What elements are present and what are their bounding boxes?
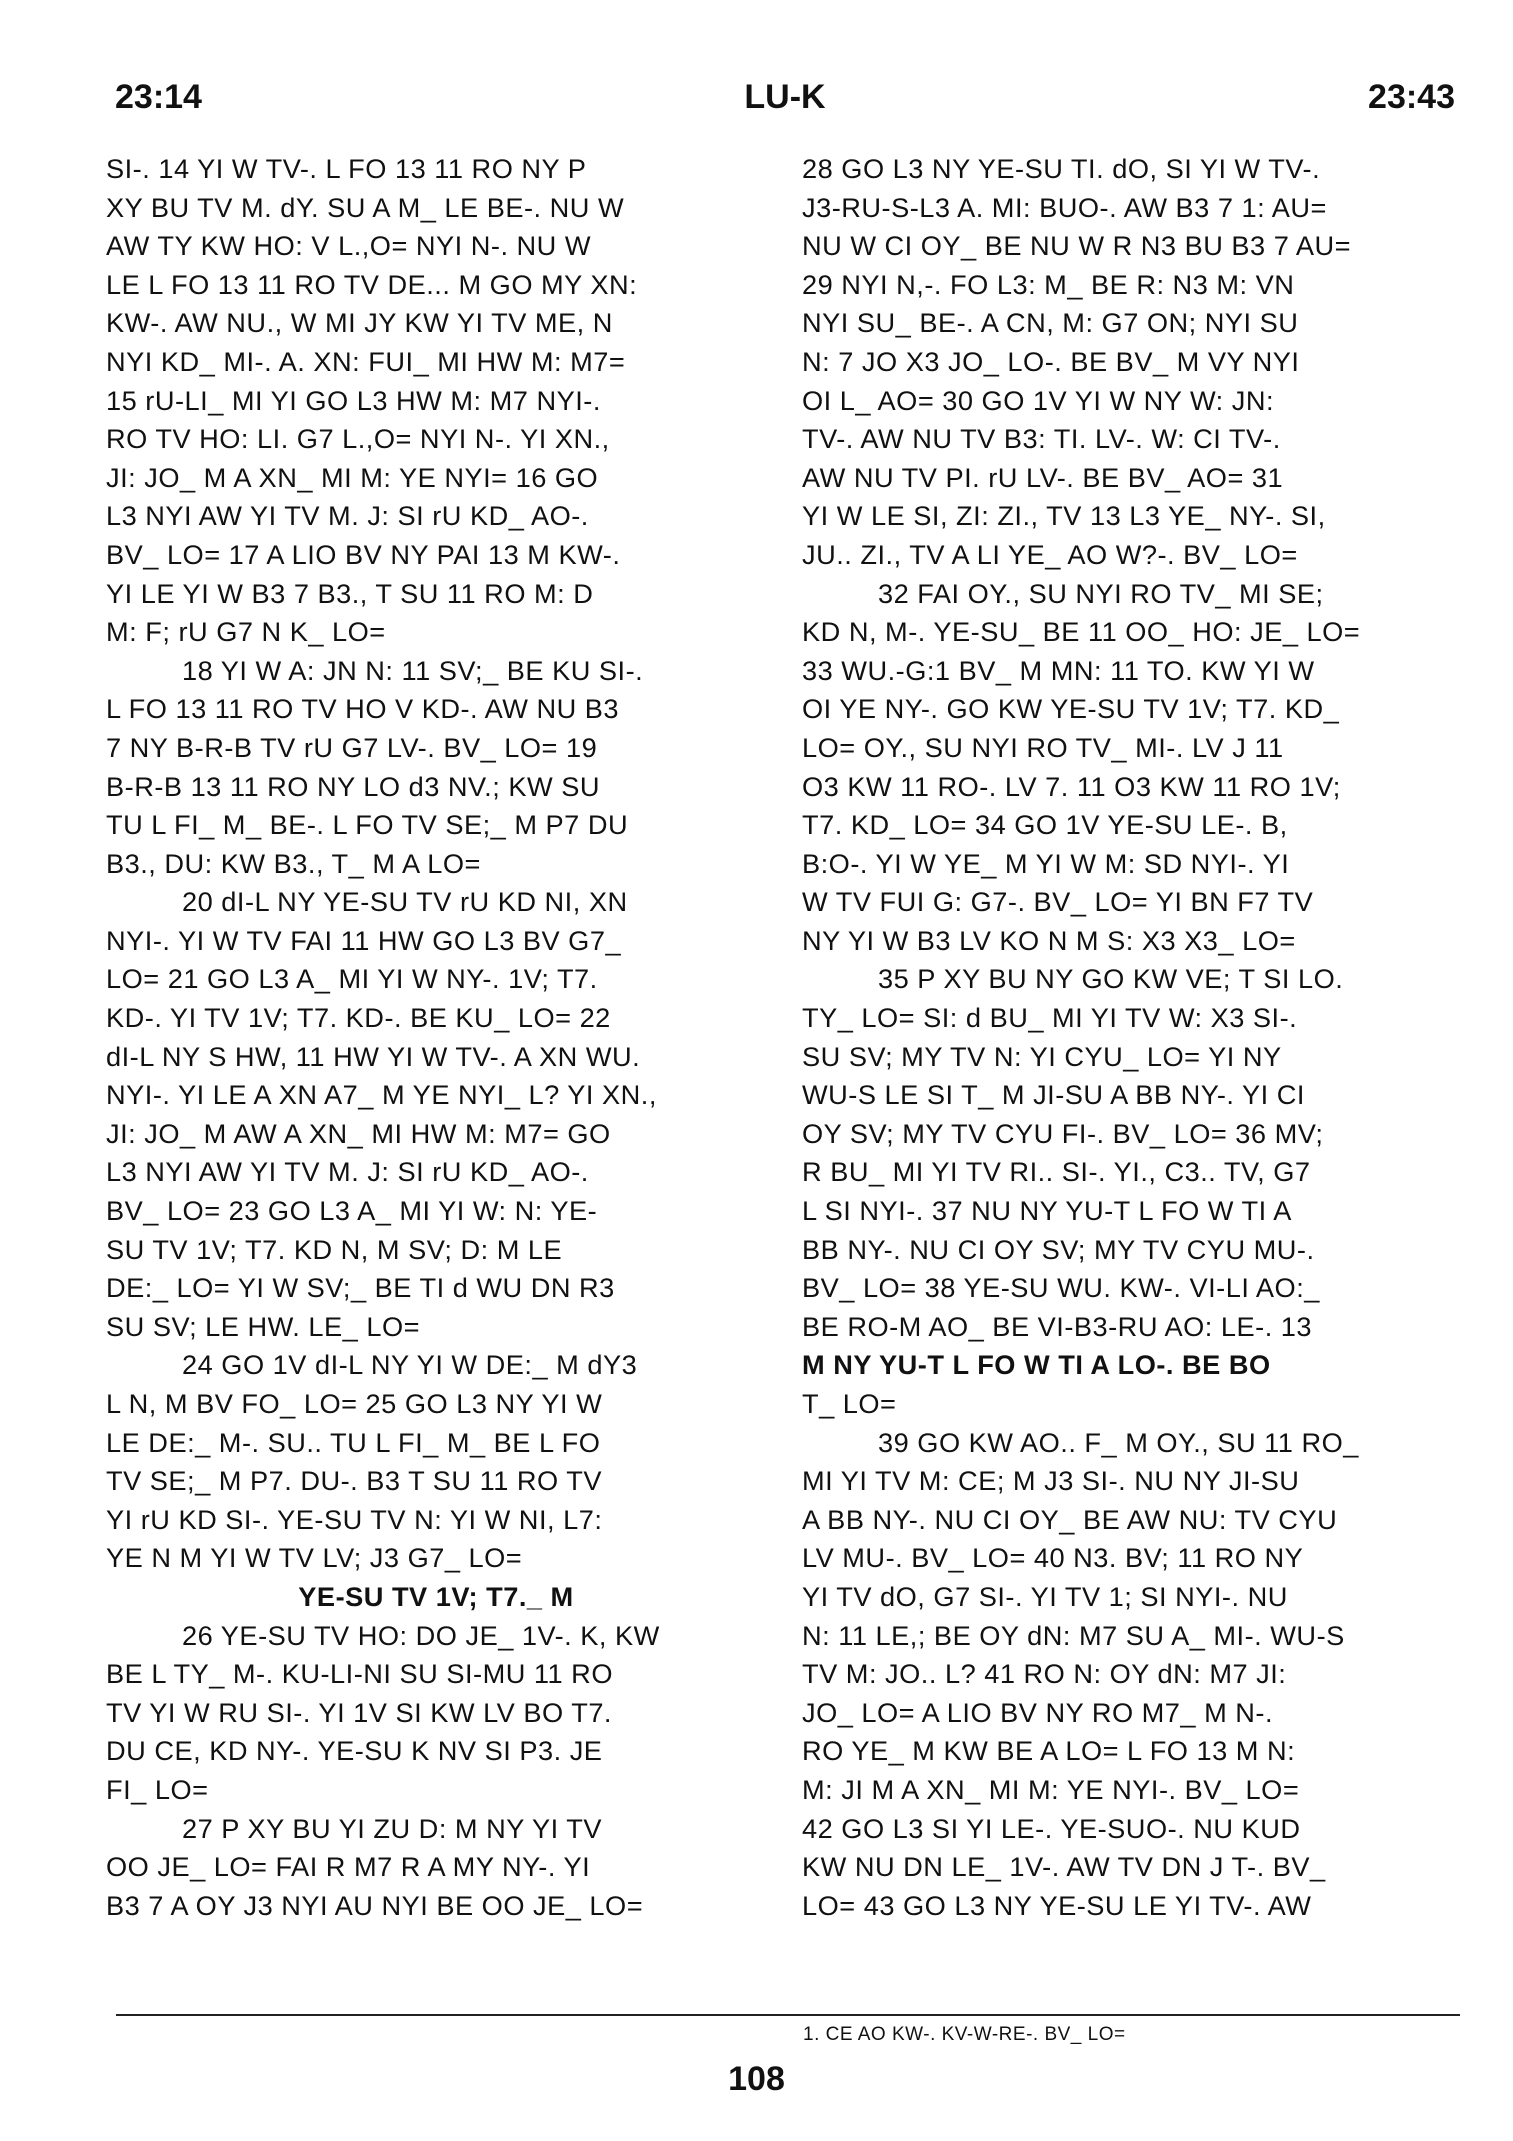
text-line: NYI-. YI W TV FAI 11 HW GO L3 BV G7_ bbox=[106, 924, 622, 956]
text-line: RO YE_ M KW BE A LO= L FO 13 M N: bbox=[802, 1735, 1296, 1767]
text-line: KW NU DN LE_ 1V-. AW TV DN J T-. BV_ bbox=[802, 1851, 1326, 1883]
text-line: 18 YI W A: JN N: 11 SV;_ BE KU SI-. bbox=[182, 654, 644, 686]
text-line: NYI KD_ MI-. A. XN: FUI_ MI HW M: M7= bbox=[106, 345, 626, 377]
text-line: 20 dI-L NY YE-SU TV rU KD NI, XN bbox=[182, 886, 628, 918]
text-line: 39 GO KW AO.. F_ M OY., SU 11 RO_ bbox=[878, 1426, 1359, 1458]
text-line: DU CE, KD NY-. YE-SU K NV SI P3. JE bbox=[106, 1735, 603, 1767]
text-line: N: 7 JO X3 JO_ LO-. BE BV_ M VY NYI bbox=[802, 345, 1300, 377]
text-line: YI LE YI W B3 7 B3., T SU 11 RO M: D bbox=[106, 577, 594, 609]
text-line: YI rU KD SI-. YE-SU TV N: YI W NI, L7: bbox=[106, 1503, 603, 1535]
text-line: NY YI W B3 LV KO N M S: X3 X3_ LO= bbox=[802, 924, 1296, 956]
text-line: JU.. ZI., TV A LI YE_ AO W?-. BV_ LO= bbox=[802, 538, 1298, 570]
text-line: W TV FUI G: G7-. BV_ LO= YI BN F7 TV bbox=[802, 886, 1314, 918]
text-line: BV_ LO= 17 A LIO BV NY PAI 13 M KW-. bbox=[106, 538, 621, 570]
text-line: KD-. YI TV 1V; T7. KD-. BE KU_ LO= 22 bbox=[106, 1002, 611, 1034]
footnote: 1. CE AO KW-. KV-W-RE-. BV_ LO= bbox=[803, 2024, 1126, 2045]
text-line: L SI NYI-. 37 NU NY YU-T L FO W TI A bbox=[802, 1195, 1292, 1227]
text-line: N: 11 LE,; BE OY dN: M7 SU A_ MI-. WU-S bbox=[802, 1619, 1345, 1651]
text-line: SU SV; LE HW. LE_ LO= bbox=[106, 1310, 420, 1342]
text-line: T7. KD_ LO= 34 GO 1V YE-SU LE-. B, bbox=[802, 809, 1288, 841]
text-line: LO= 21 GO L3 A_ MI YI W NY-. 1V; T7. bbox=[106, 963, 598, 995]
text-line: L3 NYI AW YI TV M. J: SI rU KD_ AO-. bbox=[106, 1156, 589, 1188]
text-line: XY BU TV M. dY. SU A M_ LE BE-. NU W bbox=[106, 191, 625, 223]
text-line: M NY YU-T L FO W TI A LO-. BE BO bbox=[802, 1349, 1271, 1381]
text-line: NU W CI OY_ BE NU W R N3 BU B3 7 AU= bbox=[802, 230, 1352, 262]
text-line: JI: JO_ M AW A XN_ MI HW M: M7= GO bbox=[106, 1117, 611, 1149]
text-line: B3., DU: KW B3., T_ M A LO= bbox=[106, 847, 481, 879]
text-line: 35 P XY BU NY GO KW VE; T SI LO. bbox=[878, 963, 1344, 995]
text-line: BE RO-M AO_ BE VI-B3-RU AO: LE-. 13 bbox=[802, 1310, 1313, 1342]
text-line: M: JI M A XN_ MI M: YE NYI-. BV_ LO= bbox=[802, 1773, 1300, 1805]
text-line: NYI-. YI LE A XN A7_ M YE NYI_ L? YI XN., bbox=[106, 1079, 657, 1111]
text-line: BB NY-. NU CI OY SV; MY TV CYU MU-. bbox=[802, 1233, 1315, 1265]
text-line: L3 NYI AW YI TV M. J: SI rU KD_ AO-. bbox=[106, 500, 589, 532]
text-line: B3 7 A OY J3 NYI AU NYI BE OO JE_ LO= bbox=[106, 1889, 644, 1921]
text-line: FI_ LO= bbox=[106, 1773, 209, 1805]
header-book-title: LU-K bbox=[744, 78, 826, 116]
text-line: KD N, M-. YE-SU_ BE 11 OO_ HO: JE_ LO= bbox=[802, 616, 1361, 648]
text-line: T_ LO= bbox=[802, 1388, 897, 1419]
text-line: OI YE NY-. GO KW YE-SU TV 1V; T7. KD_ bbox=[802, 693, 1340, 725]
text-line: OI L_ AO= 30 GO 1V YI W NY W: JN: bbox=[802, 384, 1275, 416]
text-line: LO= OY., SU NYI RO TV_ MI-. LV J 11 bbox=[802, 731, 1284, 763]
text-line: SI-. 14 YI W TV-. L FO 13 11 RO NY P bbox=[106, 153, 587, 184]
text-line: MI YI TV M: CE; M J3 SI-. NU NY JI-SU bbox=[802, 1465, 1300, 1497]
text-line: M: F; rU G7 N K_ LO= bbox=[106, 616, 386, 648]
text-line: 32 FAI OY., SU NYI RO TV_ MI SE; bbox=[878, 577, 1324, 609]
text-line: TU L FI_ M_ BE-. L FO TV SE;_ M P7 DU bbox=[106, 809, 629, 841]
right-column bbox=[802, 150, 1462, 1925]
text-line: TV-. AW NU TV B3: TI. LV-. W: CI TV-. bbox=[802, 423, 1281, 455]
text-line: 24 GO 1V dI-L NY YI W DE:_ M dY3 bbox=[182, 1349, 638, 1381]
text-line: R BU_ MI YI TV RI.. SI-. YI., C3.. TV, G7 bbox=[802, 1156, 1311, 1188]
text-line: LV MU-. BV_ LO= 40 N3. BV; 11 RO NY bbox=[802, 1542, 1304, 1574]
text-line: LE L FO 13 11 RO TV DE... M GO MY XN: bbox=[106, 268, 638, 300]
text-line: LO= 43 GO L3 NY YE-SU LE YI TV-. AW bbox=[802, 1889, 1312, 1921]
text-line: L FO 13 11 RO TV HO V KD-. AW NU B3 bbox=[106, 693, 620, 725]
text-line: DE:_ LO= YI W SV;_ BE TI d WU DN R3 bbox=[106, 1272, 615, 1304]
text-line: 33 WU.-G:1 BV_ M MN: 11 TO. KW YI W bbox=[802, 654, 1315, 686]
left-column bbox=[106, 150, 766, 1925]
text-line: BE L TY_ M-. KU-LI-NI SU SI-MU 11 RO bbox=[106, 1658, 613, 1690]
header-verse-start: 23:14 bbox=[115, 78, 202, 116]
header-verse-end: 23:43 bbox=[1368, 78, 1455, 116]
text-line: RO TV HO: LI. G7 L.,O= NYI N-. YI XN., bbox=[106, 423, 610, 455]
text-line: BV_ LO= 38 YE-SU WU. KW-. VI-LI AO:_ bbox=[802, 1272, 1320, 1304]
text-line: 42 GO L3 SI YI LE-. YE-SUO-. NU KUD bbox=[802, 1812, 1301, 1844]
text-line: JI: JO_ M A XN_ MI M: YE NYI= 16 GO bbox=[106, 461, 599, 493]
text-line: B:O-. YI W YE_ M YI W M: SD NYI-. YI bbox=[802, 847, 1290, 879]
section-heading: YE-SU TV 1V; T7._ M bbox=[298, 1580, 574, 1612]
text-line: TV SE;_ M P7. DU-. B3 T SU 11 RO TV bbox=[106, 1465, 602, 1497]
text-line: B-R-B 13 11 RO NY LO d3 NV.; KW SU bbox=[106, 770, 600, 802]
text-line: OY SV; MY TV CYU FI-. BV_ LO= 36 MV; bbox=[802, 1117, 1324, 1149]
text-line: YI TV dO, G7 SI-. YI TV 1; SI NYI-. NU bbox=[802, 1580, 1288, 1612]
text-line: TY_ LO= SI: d BU_ MI YI TV W: X3 SI-. bbox=[802, 1002, 1298, 1034]
footnote-divider bbox=[116, 2014, 1460, 2016]
page-number: 108 bbox=[728, 2060, 785, 2098]
text-line: 29 NYI N,-. FO L3: M_ BE R: N3 M: VN bbox=[802, 268, 1295, 300]
text-line: TV M: JO.. L? 41 RO N: OY dN: M7 JI: bbox=[802, 1658, 1287, 1690]
text-line: BV_ LO= 23 GO L3 A_ MI YI W: N: YE- bbox=[106, 1195, 598, 1227]
text-line: WU-S LE SI T_ M JI-SU A BB NY-. YI CI bbox=[802, 1079, 1305, 1111]
text-line: 27 P XY BU YI ZU D: M NY YI TV bbox=[182, 1812, 602, 1844]
text-line: TV YI W RU SI-. YI 1V SI KW LV BO T7. bbox=[106, 1696, 612, 1728]
text-line: 28 GO L3 NY YE-SU TI. dO, SI YI W TV-. bbox=[802, 153, 1321, 184]
text-line: KW-. AW NU., W MI JY KW YI TV ME, N bbox=[106, 307, 613, 339]
text-line: YE N M YI W TV LV; J3 G7_ LO= bbox=[106, 1542, 523, 1574]
text-line: AW NU TV PI. rU LV-. BE BV_ AO= 31 bbox=[802, 461, 1284, 493]
text-line: SU SV; MY TV N: YI CYU_ LO= YI NY bbox=[802, 1040, 1282, 1072]
text-line: O3 KW 11 RO-. LV 7. 11 O3 KW 11 RO 1V; bbox=[802, 770, 1341, 802]
text-line: AW TY KW HO: V L.,O= NYI N-. NU W bbox=[106, 230, 592, 262]
text-line: dI-L NY S HW, 11 HW YI W TV-. A XN WU. bbox=[106, 1040, 641, 1072]
text-line: SU TV 1V; T7. KD N, M SV; D: M LE bbox=[106, 1233, 563, 1265]
text-line: YI W LE SI, ZI: ZI., TV 13 L3 YE_ NY-. SI, bbox=[802, 500, 1326, 532]
text-line: JO_ LO= A LIO BV NY RO M7_ M N-. bbox=[802, 1696, 1274, 1728]
text-line: LE DE:_ M-. SU.. TU L FI_ M_ BE L FO bbox=[106, 1426, 601, 1458]
text-line: 15 rU-LI_ MI YI GO L3 HW M: M7 NYI-. bbox=[106, 384, 601, 416]
text-line: OO JE_ LO= FAI R M7 R A MY NY-. YI bbox=[106, 1851, 591, 1883]
text-line: A BB NY-. NU CI OY_ BE AW NU: TV CYU bbox=[802, 1503, 1338, 1535]
text-line: NYI SU_ BE-. A CN, M: G7 ON; NYI SU bbox=[802, 307, 1299, 339]
text-line: 7 NY B-R-B TV rU G7 LV-. BV_ LO= 19 bbox=[106, 731, 598, 763]
text-line: L N, M BV FO_ LO= 25 GO L3 NY YI W bbox=[106, 1388, 603, 1419]
text-line: J3-RU-S-L3 A. MI: BUO-. AW B3 7 1: AU= bbox=[802, 191, 1327, 223]
text-line: 26 YE-SU TV HO: DO JE_ 1V-. K, KW bbox=[182, 1619, 660, 1651]
running-header bbox=[115, 78, 1455, 128]
